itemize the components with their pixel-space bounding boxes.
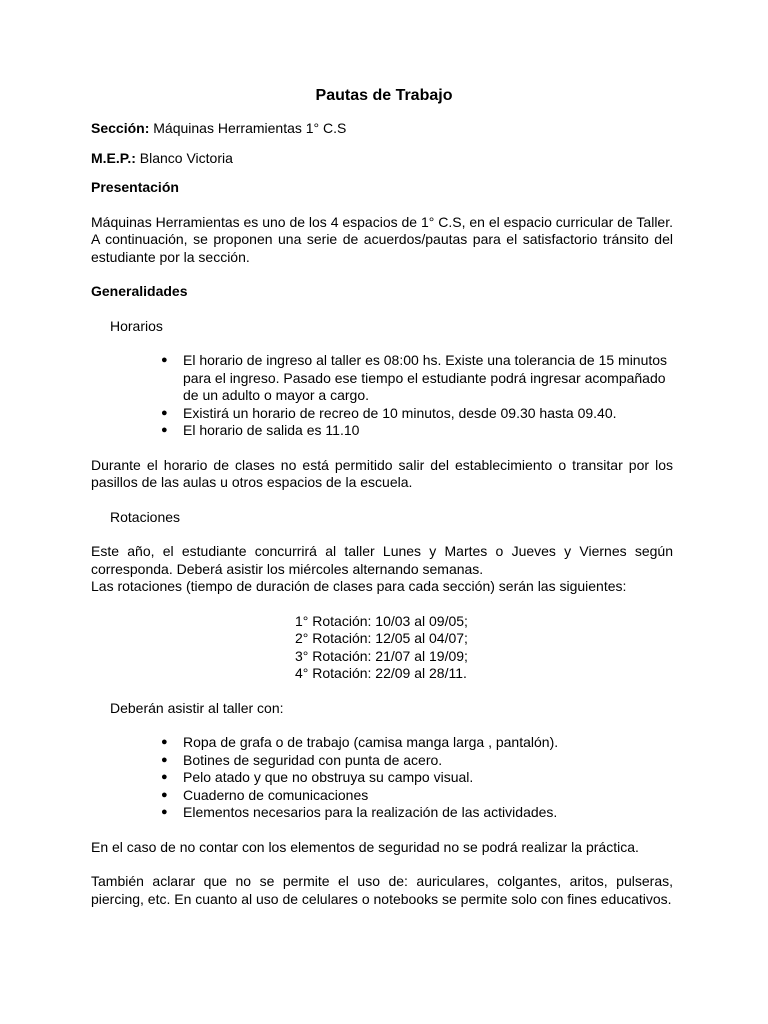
rotaciones-text-2: Las rotaciones (tiempo de duración de clases para cada sección) serán las siguientes:: [91, 578, 627, 594]
document-body: [91, 120, 673, 908]
rotation-item: 2° Rotación: 12/05 al 04/07;: [295, 630, 468, 646]
asistir-list: [91, 734, 673, 822]
rotaciones-list: [91, 613, 673, 683]
horarios-heading: Horarios: [110, 317, 163, 334]
mep-line: [91, 150, 673, 168]
list-item: ● Botines de seguridad con punta de acero.: [183, 752, 673, 770]
list-item: ● El horario de ingreso al taller es 08:00 hs. Existe una tolerancia de 15 minutos para el ingreso. Pasado ese tiempo el estudiante podrá ingresar acompañado de un adulto o mayor a cargo.: [183, 352, 673, 405]
presentacion-text: Máquinas Herramientas es uno de los 4 espacios de 1° C.S, en el espacio curricular de Taller. A continuación, se proponen una serie de acuerdos/pautas para el satisfactorio tránsito del estudiante por la sección.: [91, 213, 673, 265]
list-item: ● Ropa de grafa o de trabajo (camisa manga larga , pantalón).: [183, 734, 673, 752]
rotation-item: 3° Rotación: 21/07 al 19/09;: [295, 647, 468, 664]
mep-label: M.E.P.:: [91, 149, 136, 166]
seguridad-note: En el caso de no contar con los elementos de seguridad no se podrá realizar la práctica.: [91, 838, 639, 855]
seccion-value: Máquinas Herramientas 1° C.S: [149, 120, 347, 136]
list-item: ● Existirá un horario de recreo de 10 minutos, desde 09.30 hasta 09.40.: [183, 405, 673, 423]
seccion-label: Sección:: [91, 120, 150, 136]
asistir-heading: Deberán asistir al taller con:: [110, 699, 284, 716]
list-item: ● Elementos necesarios para la realización de las actividades.: [183, 804, 673, 822]
list-item: ● Cuaderno de comunicaciones: [183, 787, 673, 805]
rotaciones-heading: Rotaciones: [110, 508, 181, 525]
list-item: ● Pelo atado y que no obstruya su campo visual.: [183, 769, 673, 787]
presentacion-heading: Presentación: [91, 179, 179, 195]
mep-value: Blanco Victoria: [135, 149, 233, 166]
rotation-item: 4° Rotación: 22/09 al 28/11.: [295, 665, 467, 681]
page-title: Pautas de Trabajo: [315, 87, 453, 104]
rotation-item: 1° Rotación: 10/03 al 09/05;: [295, 612, 468, 629]
horarios-note: Durante el horario de clases no está permitido salir del establecimiento o transitar por los pasillos de las aulas u otros espacios de la escuela.: [91, 456, 673, 490]
aclaracion-text: También aclarar que no se permite el uso de: auriculares, colgantes, aritos, pulseras, piercing, etc. En cuanto al uso de celulares o notebooks se permite solo con fines educativos.: [91, 873, 673, 907]
list-item: ● El horario de salida es 11.10: [183, 422, 673, 440]
seccion-line: [91, 120, 673, 138]
rotaciones-text: Este año, el estudiante concurrirá al taller Lunes y Martes o Jueves y Viernes según corresponda. Deberá asistir los miércoles alternando semanas.: [91, 543, 673, 577]
generalidades-heading: Generalidades: [91, 283, 188, 299]
horarios-list: [91, 352, 673, 440]
